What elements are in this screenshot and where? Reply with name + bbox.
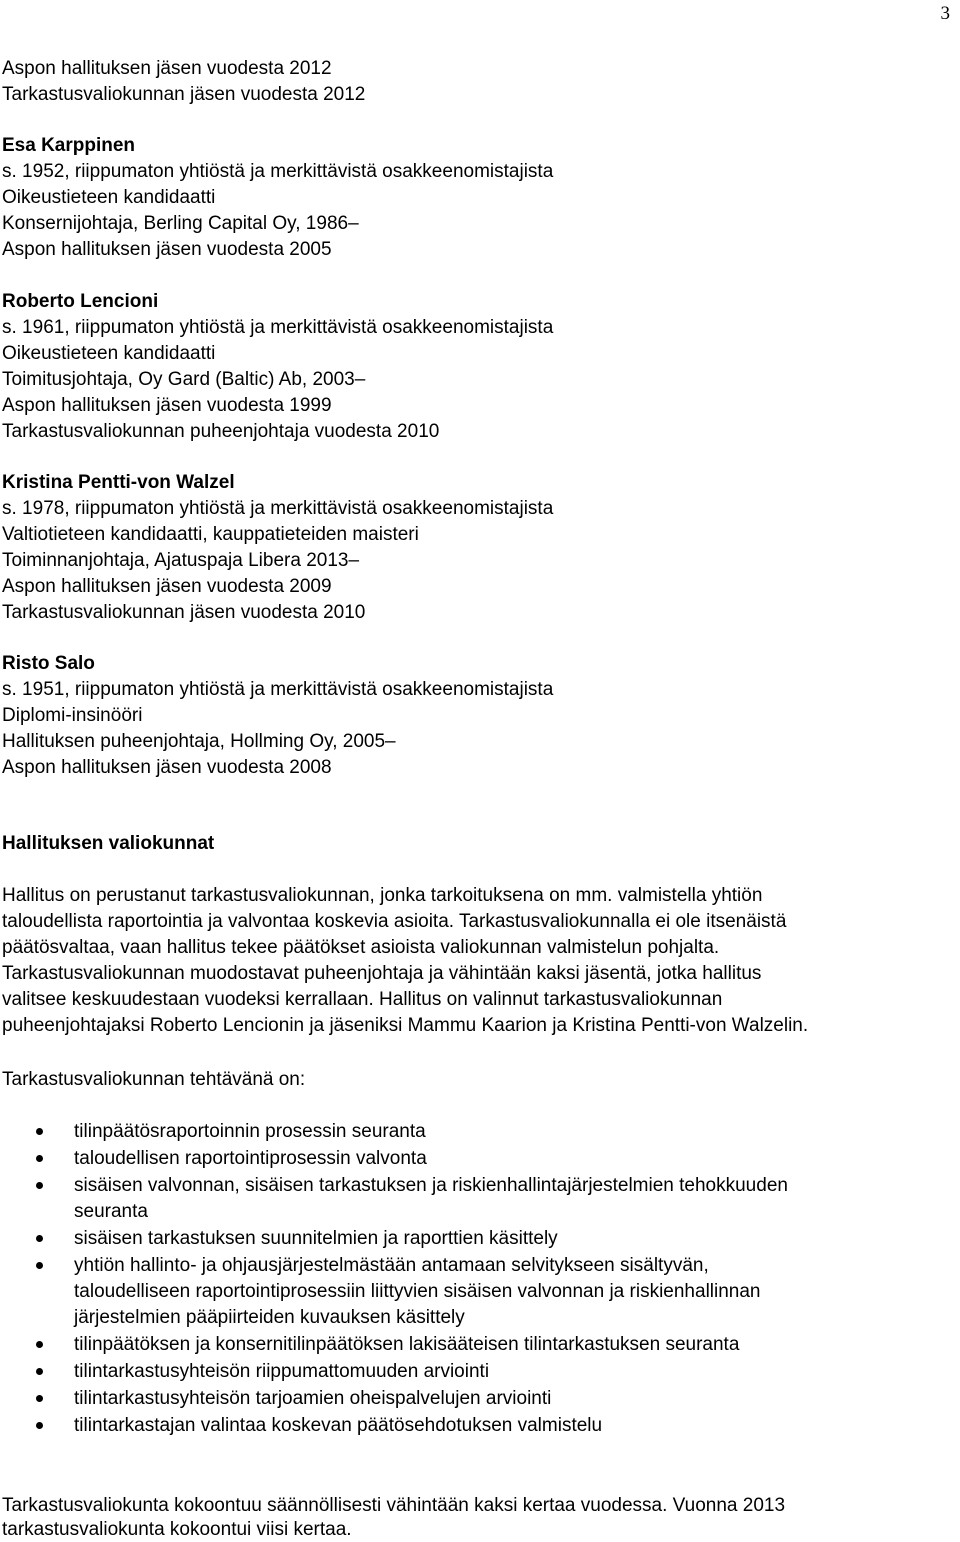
paragraph-line: puheenjohtajaksi Roberto Lencionin ja jäseniksi Mammu Kaarion ja Kristina Pentti-von Walzelin. (2, 1015, 809, 1036)
bullet-text: tilintarkastusyhteisön tarjoamien oheispalvelujen arviointi (74, 1388, 552, 1409)
member-name: Esa Karppinen (2, 135, 136, 156)
member-detail: s. 1952, riippumaton yhtiöstä ja merkittävistä osakkeenomistajista (2, 161, 554, 182)
member-name: Risto Salo (2, 653, 95, 674)
bullet-text: taloudellisen raportointiprosessin valvonta (74, 1148, 427, 1169)
member-detail: Tarkastusvaliokunnan jäsen vuodesta 2010 (2, 602, 366, 623)
page-number: 3 (940, 3, 950, 24)
bullet-text: taloudelliseen raportointiprosessiin liittyvien sisäisen valvonnan ja riskienhallinnan (74, 1281, 761, 1302)
bullet-icon (36, 1155, 43, 1162)
member-detail: s. 1961, riippumaton yhtiöstä ja merkittävistä osakkeenomistajista (2, 317, 554, 338)
paragraph-line: valitsee keskuudestaan vuodeksi kerrallaan. Hallitus on valinnut tarkastusvaliokunnan (2, 989, 723, 1010)
paragraph-line: taloudellista raportointia ja valvontaa koskevia asioita. Tarkastusvaliokunnalla ei ole itsenäistä (2, 911, 787, 932)
bullet-text: sisäisen tarkastuksen suunnitelmien ja raporttien käsittely (74, 1228, 558, 1249)
bullet-text: sisäisen valvonnan, sisäisen tarkastuksen ja riskienhallintajärjestelmien tehokkuuden (74, 1175, 788, 1196)
member-detail: Oikeustieteen kandidaatti (2, 343, 216, 364)
bullet-text: seuranta (74, 1201, 148, 1222)
member-detail: Aspon hallituksen jäsen vuodesta 1999 (2, 395, 332, 416)
bullet-icon (36, 1368, 43, 1375)
member-name: Kristina Pentti-von Walzel (2, 472, 235, 493)
member-detail: Tarkastusvaliokunnan puheenjohtaja vuodesta 2010 (2, 421, 440, 442)
member-detail: Konsernijohtaja, Berling Capital Oy, 1986– (2, 213, 359, 234)
intro-line: Aspon hallituksen jäsen vuodesta 2012 (2, 58, 332, 79)
closing-line: tarkastusvaliokunta kokoontui viisi kertaa. (2, 1519, 352, 1540)
paragraph-line: Hallitus on perustanut tarkastusvaliokunnan, jonka tarkoituksena on mm. valmistella yhtiön (2, 885, 763, 906)
member-detail: Aspon hallituksen jäsen vuodesta 2009 (2, 576, 332, 597)
member-detail: s. 1978, riippumaton yhtiöstä ja merkittävistä osakkeenomistajista (2, 498, 554, 519)
bullet-icon (36, 1235, 43, 1242)
bullet-text: järjestelmien pääpiirteiden kuvauksen käsittely (74, 1307, 465, 1328)
member-detail: s. 1951, riippumaton yhtiöstä ja merkittävistä osakkeenomistajista (2, 679, 554, 700)
bullet-icon (36, 1128, 43, 1135)
bullet-text: yhtiön hallinto- ja ohjausjärjestelmästään antamaan selvitykseen sisältyvän, (74, 1255, 709, 1276)
section-heading: Hallituksen valiokunnat (2, 833, 215, 854)
closing-line: Tarkastusvaliokunta kokoontuu säännöllisesti vähintään kaksi kertaa vuodessa. Vuonna 2013 (2, 1495, 786, 1516)
paragraph-line: Tarkastusvaliokunnan muodostavat puheenjohtaja ja vähintään kaksi jäsentä, jotka hallitus (2, 963, 762, 984)
member-detail: Aspon hallituksen jäsen vuodesta 2008 (2, 757, 332, 778)
paragraph-line: päätösvaltaa, vaan hallitus tekee päätökset asioista valiokunnan valmistelun pohjalta. (2, 937, 720, 958)
bullet-icon (36, 1422, 43, 1429)
member-detail: Toiminnanjohtaja, Ajatuspaja Libera 2013– (2, 550, 360, 571)
bullet-text: tilinpäätösraportoinnin prosessin seuranta (74, 1121, 426, 1142)
member-detail: Aspon hallituksen jäsen vuodesta 2005 (2, 239, 332, 260)
member-name: Roberto Lencioni (2, 291, 159, 312)
bullet-icon (36, 1395, 43, 1402)
intro-line: Tarkastusvaliokunnan jäsen vuodesta 2012 (2, 84, 366, 105)
bullet-text: tilintarkastusyhteisön riippumattomuuden arviointi (74, 1361, 490, 1382)
bullet-icon (36, 1262, 43, 1269)
bullet-text: tilintarkastajan valintaa koskevan päätösehdotuksen valmistelu (74, 1415, 603, 1436)
bullet-icon (36, 1182, 43, 1189)
member-detail: Valtiotieteen kandidaatti, kauppatieteiden maisteri (2, 524, 419, 545)
member-detail: Toimitusjohtaja, Oy Gard (Baltic) Ab, 2003– (2, 369, 366, 390)
bullet-text: tilinpäätöksen ja konsernitilinpäätöksen lakisääteisen tilintarkastuksen seuranta (74, 1334, 740, 1355)
tasks-intro: Tarkastusvaliokunnan tehtävänä on: (2, 1069, 306, 1090)
member-detail: Oikeustieteen kandidaatti (2, 187, 216, 208)
member-detail: Hallituksen puheenjohtaja, Hollming Oy, 2005– (2, 731, 396, 752)
member-detail: Diplomi-insinööri (2, 705, 143, 726)
bullet-icon (36, 1341, 43, 1348)
